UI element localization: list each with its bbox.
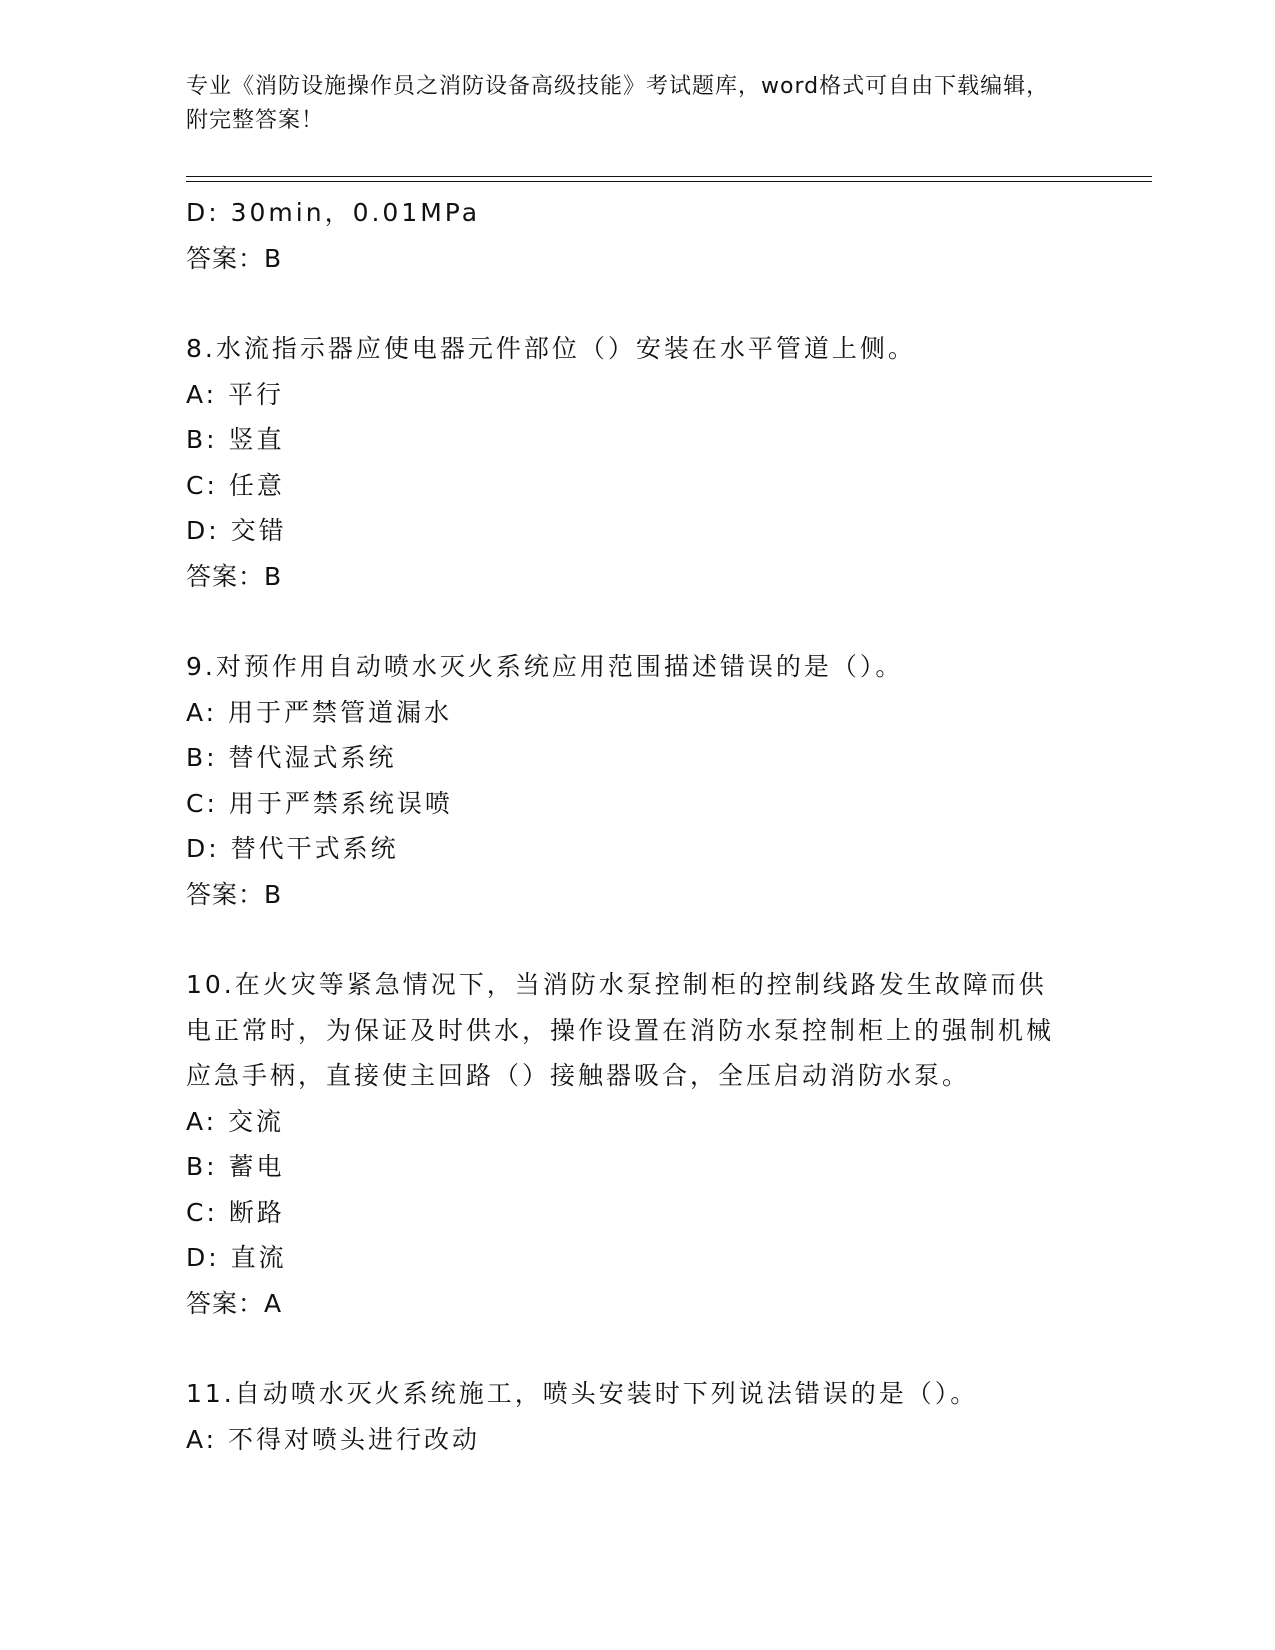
- option-d: D: 交错: [186, 516, 287, 545]
- question-stem: 8.水流指示器应使电器元件部位（）安装在水平管道上侧。: [186, 334, 916, 363]
- spacer: [186, 281, 1066, 326]
- prev-option-d: D: 30min，0.01MPa: [186, 198, 481, 227]
- question-11: [186, 1371, 1066, 1462]
- question-8: [186, 326, 1066, 599]
- question-10: [186, 962, 1066, 1326]
- option-b: B: 替代湿式系统: [186, 743, 397, 772]
- option-b: B: 蓄电: [186, 1152, 285, 1181]
- page-header: 专业《消防设施操作员之消防设备高级技能》考试题库，word格式可自由下载编辑，附完整答案！: [186, 74, 1050, 133]
- option-d: D: 直流: [186, 1243, 287, 1272]
- header-rule-top: [186, 176, 1152, 177]
- spacer: [186, 599, 1066, 644]
- question-stem: 10.在火灾等紧急情况下，当消防水泵控制柜的控制线路发生故障而供电正常时，为保证及时供水，操作设置在消防水泵控制柜上的强制机械应急手柄，直接使主回路（）接触器吸合，全压启动消防水泵。: [186, 970, 1055, 1090]
- question-stem: 11.自动喷水灭火系统施工，喷头安装时下列说法错误的是（）。: [186, 1379, 979, 1408]
- option-d: D: 替代干式系统: [186, 834, 399, 863]
- question-list: [186, 190, 1066, 1462]
- question-stem: 9.对预作用自动喷水灭火系统应用范围描述错误的是（）。: [186, 652, 904, 681]
- answer: 答案：A: [186, 1288, 283, 1318]
- option-c: C: 任意: [186, 470, 285, 500]
- option-a: A: 交流: [186, 1106, 285, 1136]
- header-rule-bottom: [186, 181, 1152, 182]
- prev-answer: 答案：B: [186, 243, 283, 273]
- answer: 答案：B: [186, 561, 283, 591]
- spacer: [186, 917, 1066, 962]
- option-a: A: 用于严禁管道漏水: [186, 697, 453, 727]
- option-a: A: 不得对喷头进行改动: [186, 1424, 481, 1454]
- question-9: [186, 644, 1066, 917]
- option-c: C: 用于严禁系统误喷: [186, 788, 453, 818]
- answer: 答案：B: [186, 879, 283, 909]
- option-b: B: 竖直: [186, 425, 285, 454]
- option-c: C: 断路: [186, 1197, 285, 1227]
- option-a: A: 平行: [186, 379, 285, 409]
- spacer: [186, 1326, 1066, 1371]
